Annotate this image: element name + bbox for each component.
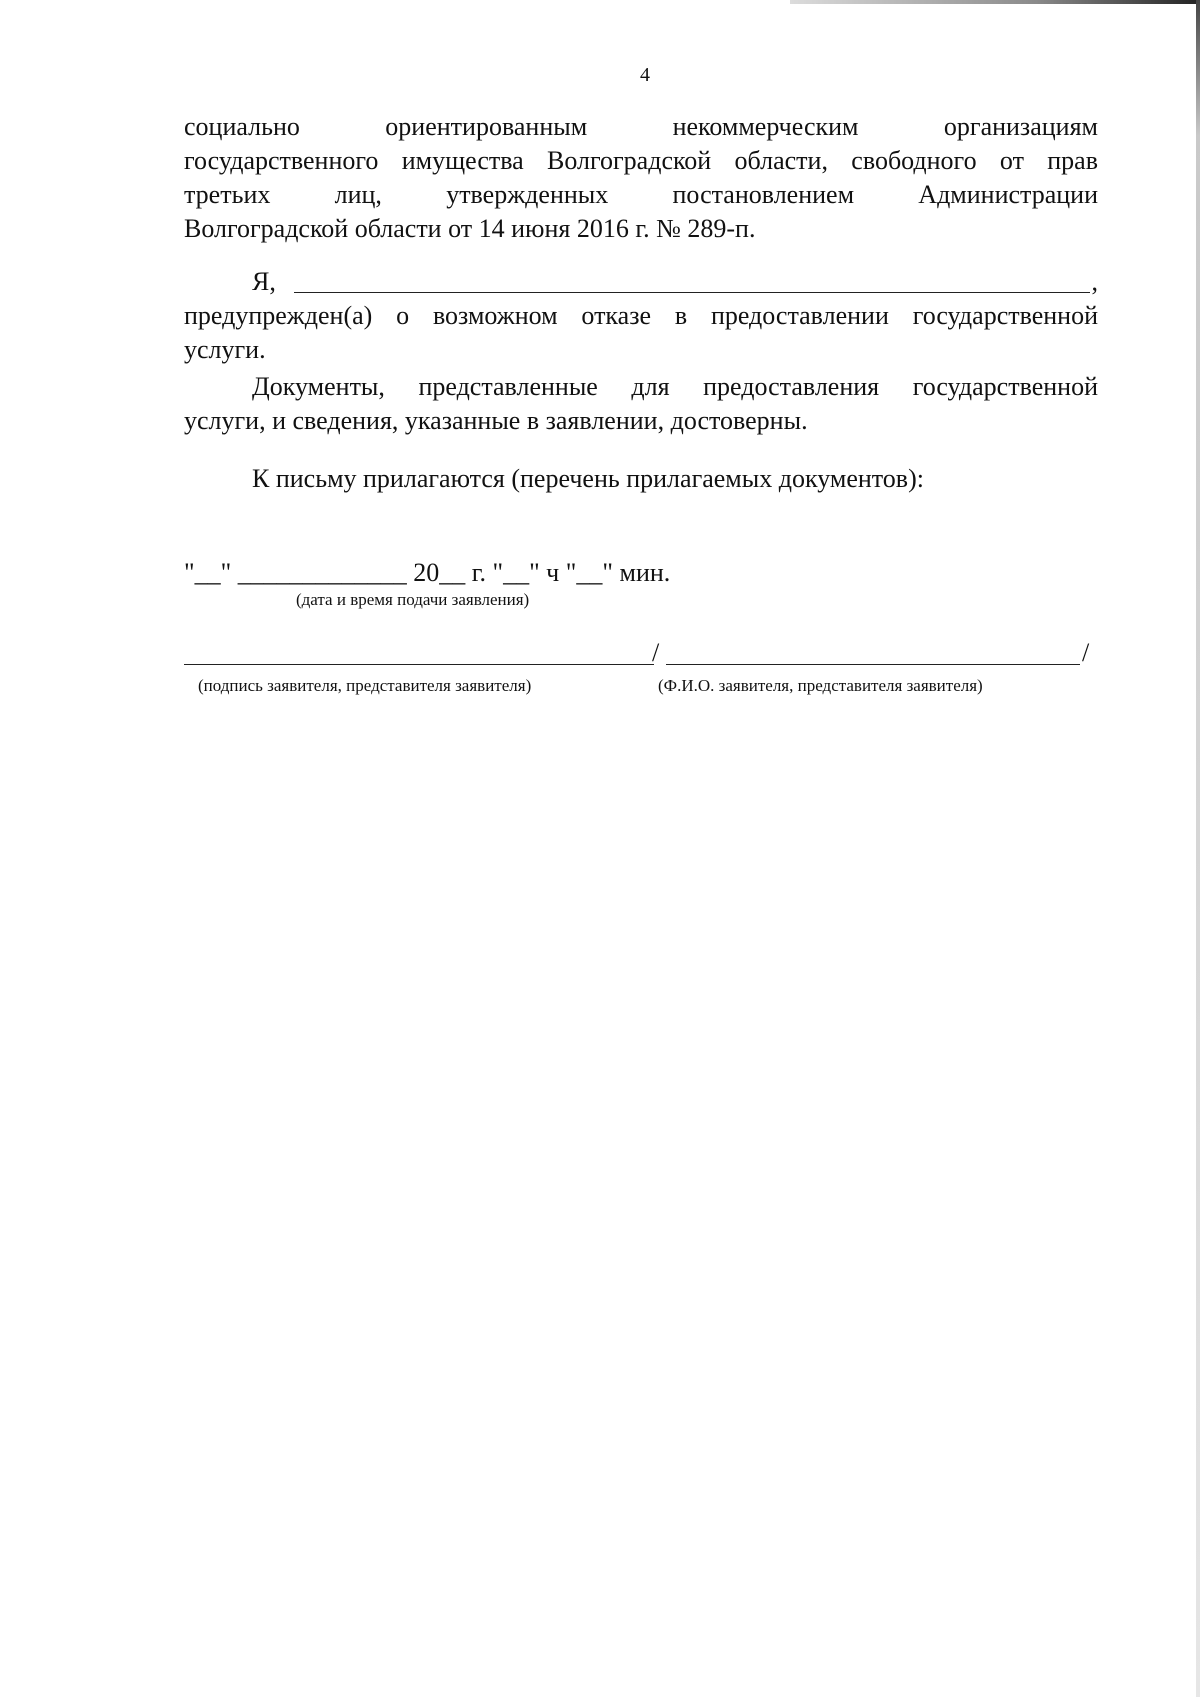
scan-edge-top <box>790 0 1200 4</box>
documents-line: услуги, и сведения, указанные в заявлении, достоверны. <box>184 406 808 435</box>
signature-caption: (подпись заявителя, представителя заявителя) <box>198 676 532 695</box>
applicant-name-row <box>184 265 1098 299</box>
page-number: 4 <box>640 64 650 86</box>
documents-line: Документы, представленные для предоставления государственной <box>252 372 1098 401</box>
applicant-name-blank[interactable] <box>294 291 1090 293</box>
date-time-field[interactable]: "__" _____________ 20__ г. "__" ч "__" мин. <box>184 558 671 587</box>
intro-line: третьих лиц, утвержденных постановлением Администрации <box>184 180 1098 209</box>
full-name-blank[interactable] <box>666 664 1080 665</box>
intro-line: государственного имущества Волгоградской области, свободного от прав <box>184 146 1098 175</box>
full-name-caption: (Ф.И.О. заявителя, представителя заявителя) <box>658 676 983 695</box>
attachments-line: К письму прилагаются (перечень прилагаемых документов): <box>252 464 924 493</box>
declaration-paragraph <box>184 265 1098 367</box>
intro-paragraph <box>184 110 1098 246</box>
intro-line: социально ориентированным некоммерческим организациям <box>184 112 1098 141</box>
declaration-suffix: , <box>1091 267 1098 296</box>
signature-separator-end: / <box>1082 638 1090 667</box>
signature-separator: / <box>652 638 660 667</box>
declaration-line: услуги. <box>184 335 266 364</box>
documents-paragraph <box>184 370 1098 438</box>
date-time-caption: (дата и время подачи заявления) <box>296 590 530 609</box>
attachments-paragraph <box>184 462 1098 496</box>
scan-edge-right <box>1196 0 1200 1697</box>
declaration-line: предупрежден(а) о возможном отказе в предоставлении государственной <box>184 301 1098 330</box>
intro-line-last: Волгоградской области от 14 июня 2016 г. № 289-п. <box>184 214 756 243</box>
signature-blank[interactable] <box>184 664 654 665</box>
declaration-prefix: Я, <box>252 267 276 296</box>
